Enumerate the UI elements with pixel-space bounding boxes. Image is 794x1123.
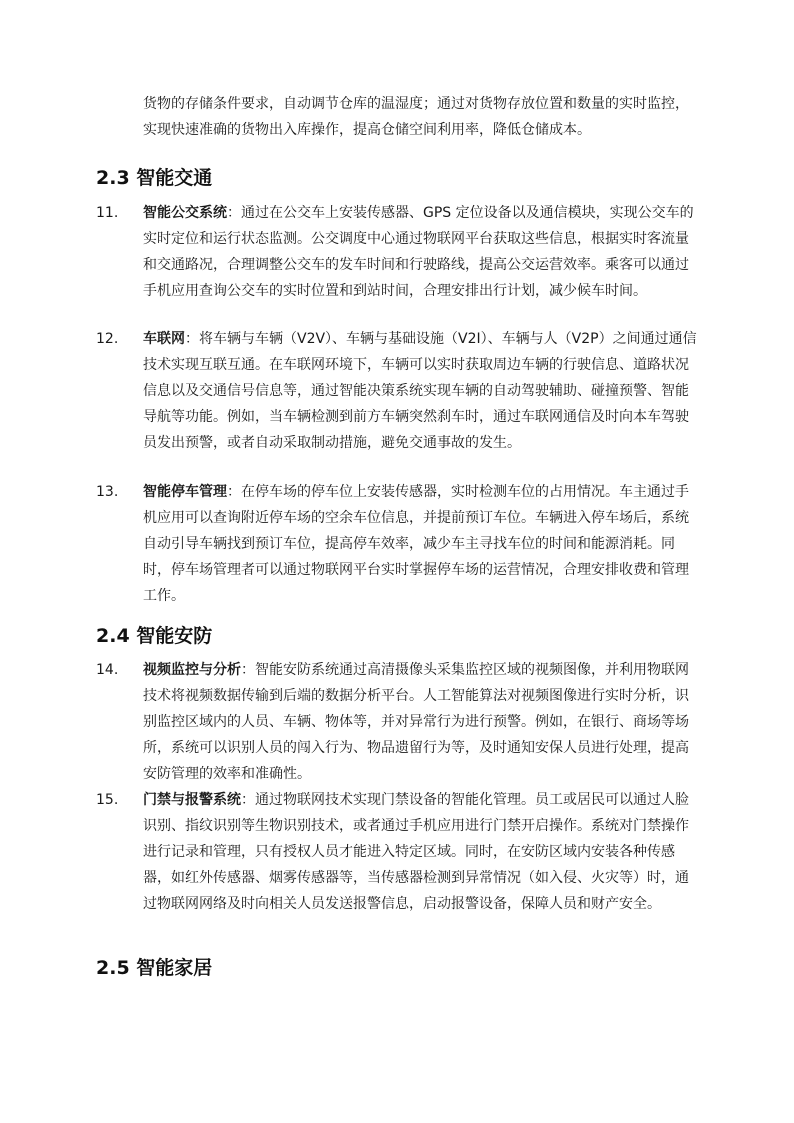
term-separator: ： xyxy=(241,792,255,808)
list-item-body: 智能安防系统通过高清摄像头采集监控区域的视频图像，并利用物联网技术将视频数据传输到后端的数据分析平台。人工智能算法对视频图像进行实时分析，识别监控区域内的人员、车辆、物体等，并对异常行为进行预警。例如，在银行、商场等场所，系统可以识别人员的闯入行为、物品遗留行为等，及时通知安保人员进行处理，提高安防管理的效率和准确性。 xyxy=(143,662,689,782)
list-item-term: 智能公交系统 xyxy=(143,205,227,221)
list-item-text xyxy=(143,657,701,787)
list-number: 11. xyxy=(96,205,119,221)
list-item-text xyxy=(143,326,701,456)
list-number: 12. xyxy=(96,331,119,347)
list-item-text xyxy=(143,479,701,609)
list-item-text xyxy=(143,200,701,304)
list-item-body: 在停车场的停车位上安装传感器，实时检测车位的占用情况。车主通过手机应用可以查询附近停车场的空余车位信息，并提前预订车位。车辆进入停车场后，系统自动引导车辆找到预订车位，提高停车效率，减少车主寻找车位的时间和能源消耗。同时，停车场管理者可以通过物联网平台实时掌握停车场的运营情况，合理安排收费和管理工作。 xyxy=(143,484,689,604)
intro-paragraph: 货物的存储条件要求，自动调节仓库的温湿度；通过对货物存放位置和数量的实时监控，实现快速准确的货物出入库操作，提高仓储空间利用率，降低仓储成本。 xyxy=(143,96,689,138)
term-separator: ： xyxy=(227,205,241,221)
list-number: 15. xyxy=(96,792,119,808)
list-item-body: 将车辆与车辆（V2V）、车辆与基础设施（V2I）、车辆与人（V2P）之间通过通信技术实现互联互通。在车联网环境下，车辆可以实时获取周边车辆的行驶信息、道路状况信息以及交通信号信息等，通过智能决策系统实现车辆的自动驾驶辅助、碰撞预警、智能导航等功能。例如，当车辆检测到前方车辆突然刹车时，通过车联网通信及时向本车驾驶员发出预警，或者自动采取制动措施，避免交通事故的发生。 xyxy=(143,331,697,451)
term-separator: ： xyxy=(227,484,241,500)
section-heading-2-5: 2.5 智能家居 xyxy=(96,957,213,979)
list-item-body: 通过物联网技术实现门禁设备的智能化管理。员工或居民可以通过人脸识别、指纹识别等生物识别技术，或者通过手机应用进行门禁开启操作。系统对门禁操作进行记录和管理，只有授权人员才能进入特定区域。同时，在安防区域内安装各种传感器，如红外传感器、烟雾传感器等，当传感器检测到异常情况（如入侵、火灾等）时，通过物联网网络及时向相关人员发送报警信息，启动报警设备，保障人员和财产安全。 xyxy=(143,792,689,912)
section-heading-2-3: 2.3 智能交通 xyxy=(96,167,213,189)
list-item-term: 车联网 xyxy=(143,331,185,347)
list-number: 13. xyxy=(96,484,119,500)
list-item-term: 智能停车管理 xyxy=(143,484,227,500)
list-item-term: 门禁与报警系统 xyxy=(143,792,241,808)
term-separator: ： xyxy=(185,331,199,347)
list-item-body: 通过在公交车上安装传感器、GPS 定位设备以及通信模块，实现公交车的实时定位和运行状态监测。公交调度中心通过物联网平台获取这些信息，根据实时客流量和交通路况，合理调整公交车的发车时间和行驶路线，提高公交运营效率。乘客可以通过手机应用查询公交车的实时位置和到站时间，合理安排出行计划，减少候车时间。 xyxy=(143,205,694,299)
term-separator: ： xyxy=(241,662,255,678)
list-item-term: 视频监控与分析 xyxy=(143,662,241,678)
list-number: 14. xyxy=(96,662,119,678)
list-item-text xyxy=(143,787,701,917)
section-heading-2-4: 2.4 智能安防 xyxy=(96,625,213,647)
